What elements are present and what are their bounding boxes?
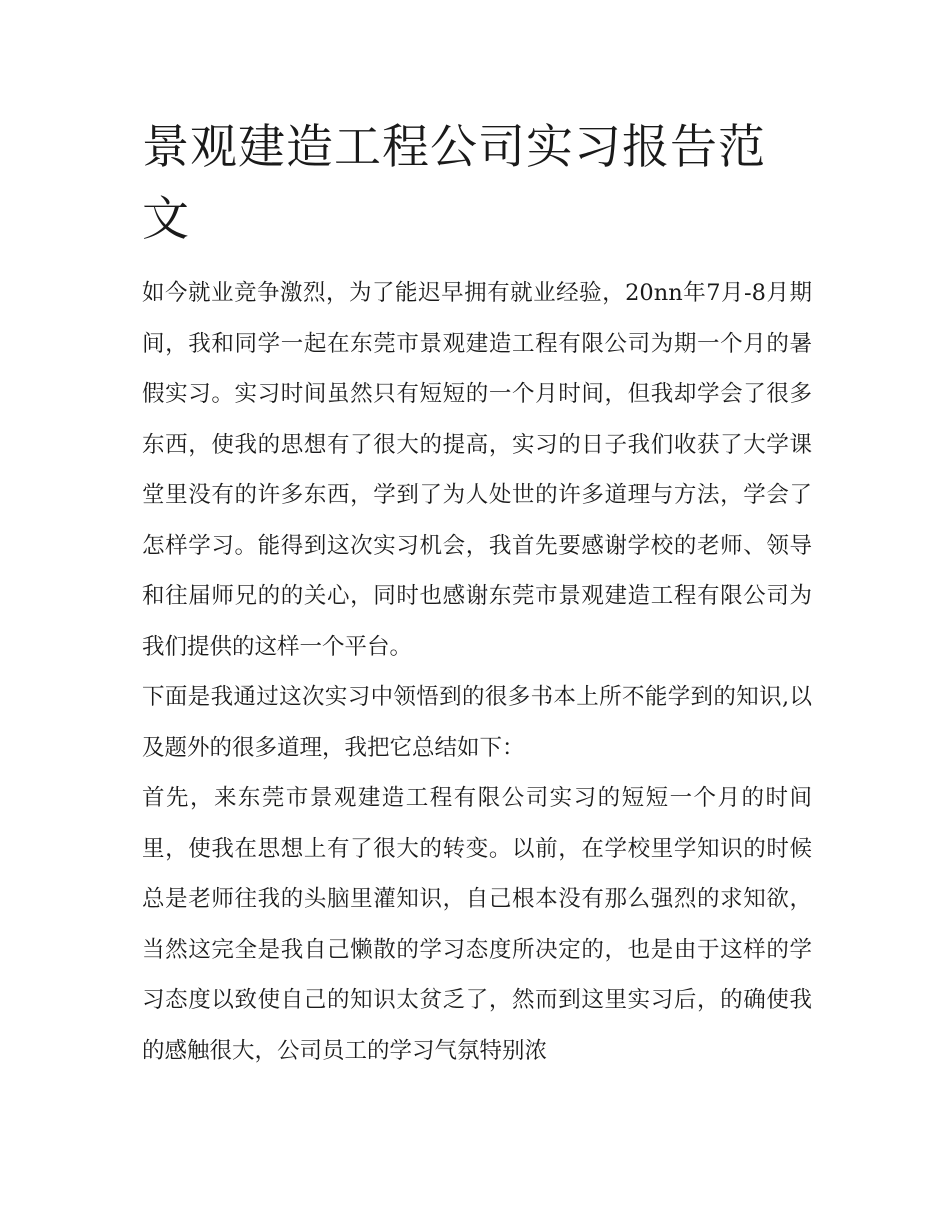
document-title: 景观建造工程公司实习报告范文 [142,120,766,247]
paragraph-summary-lead: 下面是我通过这次实习中领悟到的很多书本上所不能学到的知识,以及题外的很多道理，我把它总结如下： [142,684,812,761]
document-body [142,112,812,1076]
paragraph-first-point: 首先，来东莞市景观建造工程有限公司实习的短短一个月的时间里，使我在思想上有了很大的转变。以前，在学校里学知识的时候总是老师往我的头脑里灌知识，自己根本没有那么强烈的求知欲，当然这完全是我自己懒散的学习态度所决定的，也是由于这样的学习态度以致使自己的知识太贫乏了，然而到这里实习后，的确使我的感触很大，公司员工的学习气氛特别浓 [142,785,812,1064]
paragraph-intro: 如今就业竞争激烈，为了能迟早拥有就业经验，20nn年7月-8月期间，我和同学一起在东莞市景观建造工程有限公司为期一个月的暑假实习。实习时间虽然只有短短的一个月时间，但我却学会了很多东西，使我的思想有了很大的提高，实习的日子我们收获了大学课堂里没有的许多东西，学到了为人处世的许多道理与方法，学会了怎样学习。能得到这次实习机会，我首先要感谢学校的老师、领导和往届师兄的的关心，同时也感谢东莞市景观建造工程有限公司为我们提供的这样一个平台。 [142,280,812,660]
